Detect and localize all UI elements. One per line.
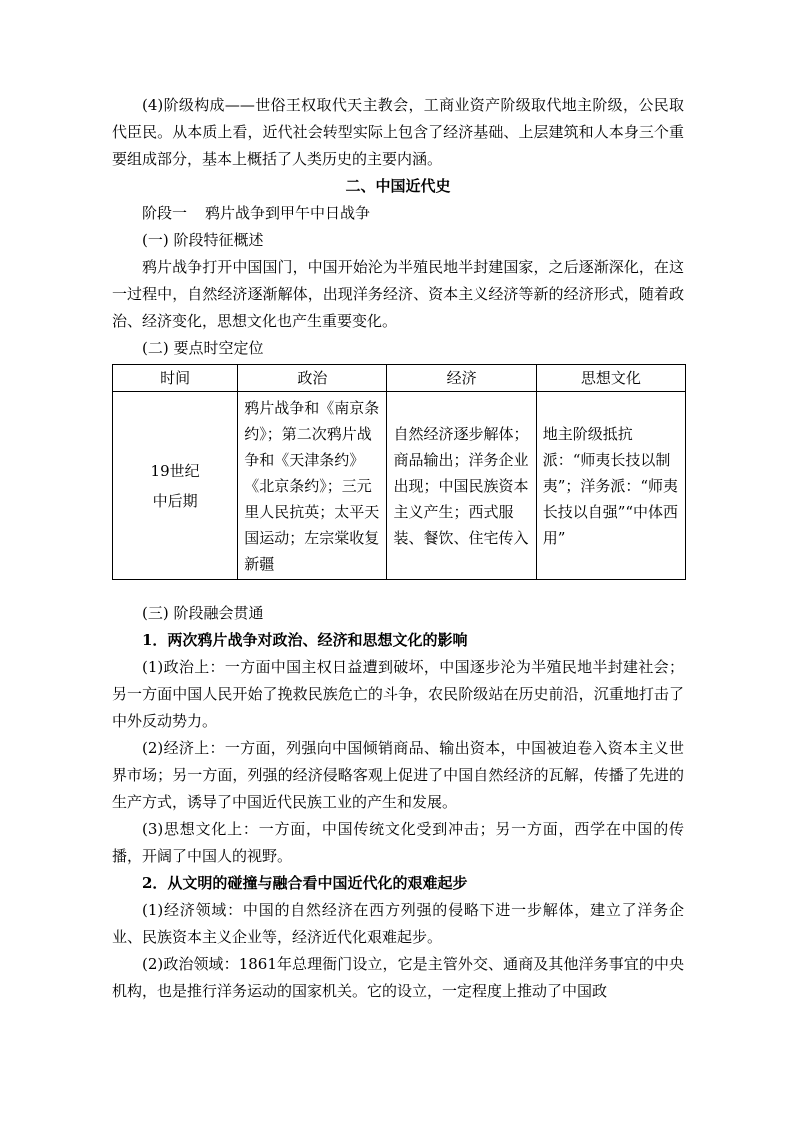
- table-header-row: [113, 365, 686, 392]
- header-economy: 经济: [387, 365, 536, 392]
- section-title: 二、中国近代史: [345, 177, 451, 195]
- item2-economy: (1)经济领域：中国的自然经济在西方列强的侵略下进一步解体，建立了洋务企业、民族资本主义企业等，经济近代化艰难起步。: [112, 901, 684, 946]
- item1-culture: (3)思想文化上：一方面，中国传统文化受到冲击；另一方面，西学在中国的传播，开阔了中国人的视野。: [112, 820, 684, 865]
- part2-heading: (二) 要点时空定位: [142, 339, 264, 357]
- item2-politics: (2)政治领域：1861年总理衙门设立，它是主管外交、通商及其他洋务事宜的中央机构，也是推行洋务运动的国家机关。它的设立，一定程度上推动了中国政: [112, 955, 684, 1000]
- timeline-table: [112, 364, 686, 580]
- part1-body: 鸦片战争打开中国国门，中国开始沦为半殖民地半封建国家，之后逐渐深化，在这一过程中，自然经济逐渐解体，出现洋务经济、资本主义经济等新的经济形式，随着政治、经济变化，思想文化也产生重要变化。: [112, 258, 684, 330]
- cell-time-text: 19世纪中后期: [150, 461, 200, 510]
- cell-politics: 鸦片战争和《南京条约》；第二次鸦片战争和《天津条约》《北京条约》；三元里人民抗英；太平天国运动；左宗棠收复新疆: [238, 392, 387, 580]
- cell-economy: 自然经济逐步解体；商品输出；洋务企业出现；中国民族资本主义产生；西式服装、餐饮、住宅传入: [387, 392, 536, 580]
- table-row: [113, 392, 686, 580]
- header-culture: 思想文化: [536, 365, 685, 392]
- stage-label: 阶段一: [142, 204, 188, 222]
- item2-title: 2．从文明的碰撞与融合看中国近代化的艰难起步: [142, 874, 468, 892]
- item1-politics: (1)政治上：一方面中国主权日益遭到破坏，中国逐步沦为半殖民地半封建社会；另一方面中国人民开始了挽救民族危亡的斗争，农民阶级站在历史前沿，沉重地打击了中外反动势力。: [112, 658, 684, 730]
- paragraph-class-structure: (4)阶级构成——世俗王权取代天主教会，工商业资产阶级取代地主阶级，公民取代臣民。从本质上看，近代社会转型实际上包含了经济基础、上层建筑和人本身三个重要组成部分，基本上概括了人类历史的主要内涵。: [112, 96, 684, 168]
- cell-time: [113, 392, 238, 580]
- item1-economy: (2)经济上：一方面，列强向中国倾销商品、输出资本，中国被迫卷入资本主义世界市场；另一方面，列强的经济侵略客观上促进了中国自然经济的瓦解，传播了先进的生产方式，诱导了中国近代民族工业的产生和发展。: [112, 739, 684, 811]
- item1-title: 1．两次鸦片战争对政治、经济和思想文化的影响: [142, 631, 468, 649]
- stage-title: 鸦片战争到甲午中日战争: [205, 204, 371, 222]
- part1-heading: (一) 阶段特征概述: [142, 231, 264, 249]
- header-time: 时间: [113, 365, 238, 392]
- stage-heading: [112, 200, 684, 227]
- header-politics: 政治: [238, 365, 387, 392]
- cell-culture: 地主阶级抵抗派：“师夷长技以制夷”；洋务派：“师夷长技以自强”“中体西用”: [536, 392, 685, 580]
- page-content: [112, 92, 684, 1005]
- part3-heading: (三) 阶段融会贯通: [142, 604, 264, 622]
